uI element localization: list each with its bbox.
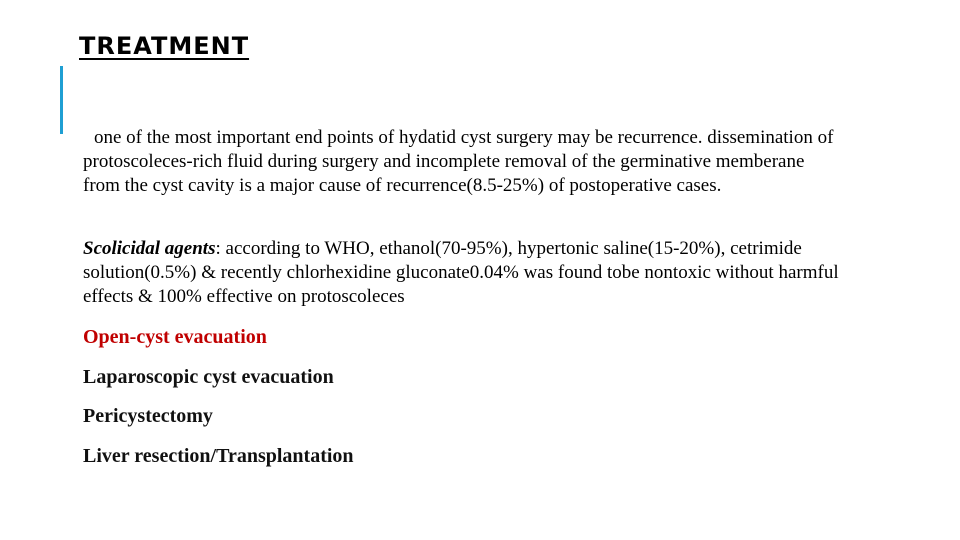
scolicidal-agents-text: : according to WHO, ethanol(70-95%), hypertonic saline(15-20%), cetrimide solution(0.5%) & recently chlorhexidine gluconate0.04% was found tobe nontoxic without harmful effects & 100% effective on protoscoleces xyxy=(83,238,839,307)
paragraph-recurrence xyxy=(83,126,843,198)
option-pericystectomy: Pericystectomy xyxy=(83,405,213,427)
slide-title: TREATMENT xyxy=(79,32,250,60)
paragraph-recurrence-text: one of the most important end points of hydatid cyst surgery may be recurrence. dissemination of protoscoleces-rich fluid during surgery and incomplete removal of the germinative memberane from the cyst cavity is a major cause of recurrence(8.5-25%) of postoperative cases. xyxy=(83,127,834,196)
option-laparoscopic-cyst-evacuation: Laparoscopic cyst evacuation xyxy=(83,366,334,388)
accent-bar xyxy=(60,66,63,134)
paragraph-scolicidal-agents xyxy=(83,237,843,309)
option-liver-resection-transplantation: Liver resection/Transplantation xyxy=(83,445,354,467)
option-open-cyst-evacuation: Open-cyst evacuation xyxy=(83,326,267,348)
scolicidal-agents-term: Scolicidal agents xyxy=(83,238,216,259)
